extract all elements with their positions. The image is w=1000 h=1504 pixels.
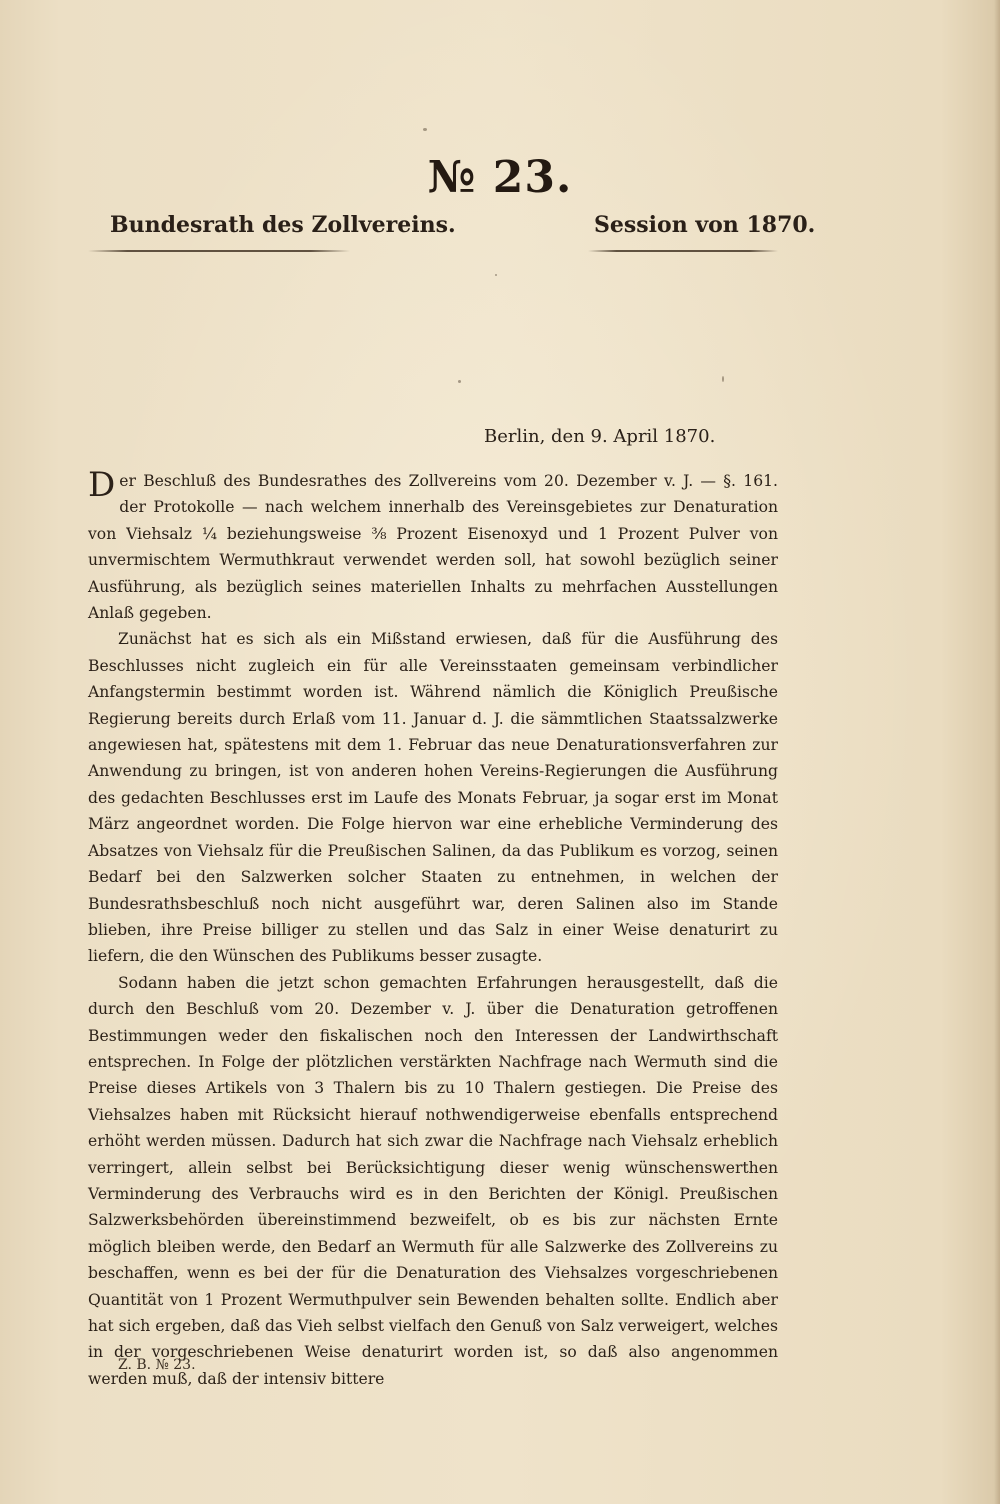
- header-issuer: Bundesrath des Zollvereins.: [110, 212, 456, 238]
- paragraph-1: [88, 465, 778, 626]
- header-rule-left: [88, 250, 350, 252]
- page-edge-shadow: [994, 0, 1000, 1504]
- body-text: [88, 465, 778, 1392]
- header-session: Session von 1870.: [594, 212, 816, 238]
- paper-speck: [458, 380, 461, 383]
- drop-cap: D: [88, 465, 116, 505]
- paper-speck: [495, 274, 497, 276]
- document-number: № 23.: [427, 152, 573, 203]
- paper-speck: [722, 376, 724, 382]
- paragraph-3: Sodann haben die jetzt schon gemachten Erfahrungen herausgestellt, daß die durch den Beschluß vom 20. Dezember v. J. über die Denaturation getroffenen Bestimmungen weder den fiskalischen noch den Interessen der Landwirthschaft entsprechen. In Folge der plötzlichen verstärkten Nachfrage nach Wermuth sind die Preise dieses Artikels von 3 Thalern bis zu 10 Thalern gestiegen. Die Preise des Viehsalzes haben mit Rücksicht hierauf nothwendigerweise ebenfalls entsprechend erhöht werden müssen. Dadurch hat sich zwar die Nachfrage nach Viehsalz erheblich verringert, allein selbst bei Berücksichtigung dieser wenig wünschenswerthen Verminderung des Verbrauchs wird es in den Berichten der Königl. Preußischen Salzwerksbehörden übereinstimmend bezweifelt, ob es bis zur nächsten Ernte möglich bleiben werde, den Bedarf an Wermuth für alle Salzwerke des Zollvereins zu beschaffen, wenn es bei der für die Denaturation des Viehsalzes vorgeschriebenen Quantität von 1 Prozent Wermuthpulver sein Bewenden behalten sollte. Endlich aber hat sich ergeben, daß das Vieh selbst vielfach den Genuß von Salz verweigert, welches in der vorgeschriebenen Weise denaturirt worden ist, so daß also angenommen werden muß, daß der intensiv bittere: [88, 973, 778, 1388]
- footer-signature-mark: Z. B. № 23.: [118, 1357, 196, 1373]
- header-rule-right: [588, 250, 778, 252]
- date-line: Berlin, den 9. April 1870.: [484, 426, 716, 447]
- paragraph-1-text: er Beschluß des Bundesrathes des Zollvereins vom 20. Dezember v. J. — §. 161. der Protokolle — nach welchem innerhalb des Vereinsgebietes zur Denaturation von Viehsalz ¼ beziehungsweise ⅜ Prozent Eisenoxyd und 1 Prozent Pulver von unvermischtem Wermuthkraut verwendet werden soll, hat sowohl bezüglich seiner Ausführung, als bezüglich seines materiellen Inhalts zu mehrfachen Ausstellungen Anlaß gegeben.: [88, 472, 778, 623]
- paper-speck: [423, 128, 427, 131]
- paragraph-2: Zunächst hat es sich als ein Mißstand erwiesen, daß für die Ausführung des Beschlusses nicht zugleich ein für alle Vereinsstaaten gemeinsam verbindlicher Anfangstermin bestimmt worden ist. Während nämlich die Königlich Preußische Regierung bereits durch Erlaß vom 11. Januar d. J. die sämmtlichen Staatssalzwerke angewiesen hat, spätestens mit dem 1. Februar das neue Denaturationsverfahren zur Anwendung zu bringen, ist von anderen hohen Vereins-Regierungen die Ausführung des gedachten Beschlusses erst im Laufe des Monats Februar, ja sogar erst im Monat März angeordnet worden. Die Folge hiervon war eine erhebliche Verminderung des Absatzes von Viehsalz für die Preußischen Salinen, da das Publikum es vorzog, seinen Bedarf bei den Salzwerken solcher Staaten zu entnehmen, in welchen der Bundesrathsbeschluß noch nicht ausgeführt war, deren Salinen also im Stande blieben, ihre Preise billiger zu stellen und das Salz in einer Weise denaturirt zu liefern, die den Wünschen des Publikums besser zusagte.: [88, 630, 778, 966]
